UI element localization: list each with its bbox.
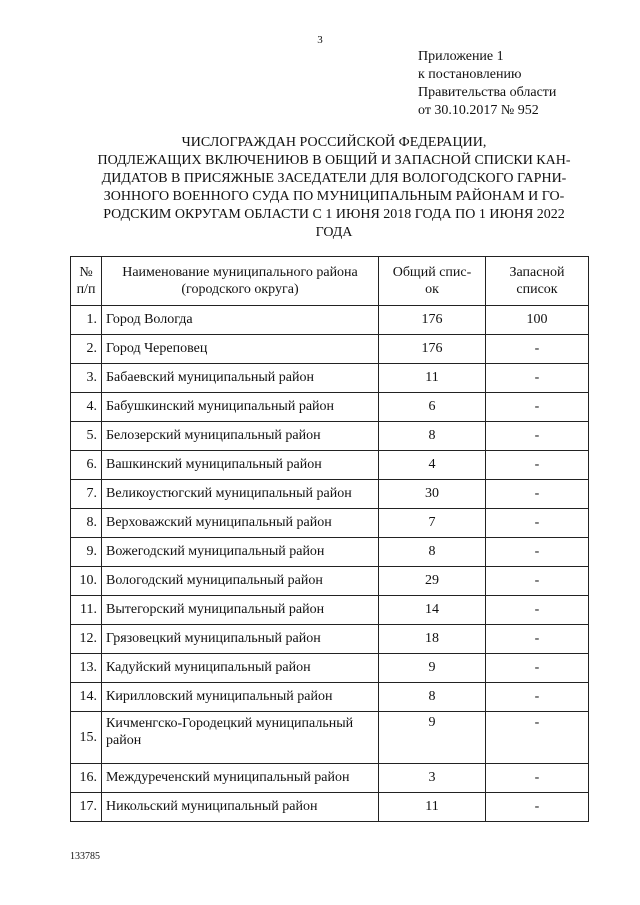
row-num: 17. bbox=[71, 793, 102, 822]
row-name: Белозерский муниципальный район bbox=[102, 422, 379, 451]
title-line: ГОДА bbox=[315, 225, 353, 240]
row-num: 12. bbox=[71, 625, 102, 654]
row-num: 5. bbox=[71, 422, 102, 451]
row-reserve: - bbox=[486, 596, 589, 625]
row-num: 7. bbox=[71, 480, 102, 509]
row-name: Верховажский муниципальный район bbox=[102, 509, 379, 538]
row-reserve: - bbox=[486, 764, 589, 793]
row-reserve: - bbox=[486, 683, 589, 712]
row-name: Вожегодский муниципальный район bbox=[102, 538, 379, 567]
row-name: Великоустюгский муниципальный район bbox=[102, 480, 379, 509]
row-reserve: - bbox=[486, 335, 589, 364]
title-line: ЧИСЛОГРАЖДАН РОССИЙСКОЙ ФЕДЕРАЦИИ, bbox=[181, 135, 487, 150]
row-num: 13. bbox=[71, 654, 102, 683]
row-reserve: - bbox=[486, 393, 589, 422]
row-name: Город Вологда bbox=[102, 306, 379, 335]
title-line: ЗОННОГО ВОЕННОГО СУДА ПО МУНИЦИПАЛЬНЫМ РАЙОНАМ И ГО- bbox=[103, 189, 565, 204]
header-reserve-line: Запасной bbox=[509, 265, 565, 280]
row-name: Вытегорский муниципальный район bbox=[102, 596, 379, 625]
row-num: 14. bbox=[71, 683, 102, 712]
jurors-table bbox=[70, 256, 589, 822]
header-reserve-line: список bbox=[516, 282, 558, 297]
header-name bbox=[102, 257, 379, 306]
footer-code: 133785 bbox=[70, 851, 100, 862]
row-num: 2. bbox=[71, 335, 102, 364]
header-total-line: Общий спис- bbox=[392, 265, 472, 280]
row-name-line: район bbox=[106, 733, 142, 748]
table-row bbox=[71, 538, 589, 567]
table-row bbox=[71, 683, 589, 712]
table-row bbox=[71, 793, 589, 822]
title-line: ДИДАТОВ В ПРИСЯЖНЫЕ ЗАСЕДАТЕЛИ ДЛЯ ВОЛОГОДСКОГО ГАРНИ- bbox=[101, 171, 567, 186]
row-name: Грязовецкий муниципальный район bbox=[102, 625, 379, 654]
row-num: 3. bbox=[71, 364, 102, 393]
row-reserve: - bbox=[486, 480, 589, 509]
row-name: Город Череповец bbox=[102, 335, 379, 364]
header-num-line: п/п bbox=[76, 282, 96, 297]
annex-line: к постановлению bbox=[418, 67, 522, 82]
header-num-line: № bbox=[79, 265, 93, 280]
row-total: 176 bbox=[379, 335, 486, 364]
row-reserve: - bbox=[486, 793, 589, 822]
row-num: 9. bbox=[71, 538, 102, 567]
row-num: 6. bbox=[71, 451, 102, 480]
annex-line: Правительства области bbox=[418, 85, 557, 100]
row-name: Бабушкинский муниципальный район bbox=[102, 393, 379, 422]
row-num: 11. bbox=[71, 596, 102, 625]
row-total: 29 bbox=[379, 567, 486, 596]
row-name: Бабаевский муниципальный район bbox=[102, 364, 379, 393]
table-row bbox=[71, 654, 589, 683]
row-name: Кадуйский муниципальный район bbox=[102, 654, 379, 683]
row-num: 4. bbox=[71, 393, 102, 422]
row-total: 4 bbox=[379, 451, 486, 480]
row-total: 8 bbox=[379, 683, 486, 712]
title-line: ПОДЛЕЖАЩИХ ВКЛЮЧЕНИЮВ В ОБЩИЙ И ЗАПАСНОЙ СПИСКИ КАН- bbox=[97, 153, 571, 168]
header-total-line: ок bbox=[425, 282, 439, 297]
row-num: 16. bbox=[71, 764, 102, 793]
header-name-line: Наименование муниципального района bbox=[122, 265, 358, 280]
row-total: 30 bbox=[379, 480, 486, 509]
row-total: 176 bbox=[379, 306, 486, 335]
page-number: 3 bbox=[317, 34, 323, 46]
row-reserve: - bbox=[486, 422, 589, 451]
row-num: 1. bbox=[71, 306, 102, 335]
header-total bbox=[379, 257, 486, 306]
header-num bbox=[71, 257, 102, 306]
row-reserve: - bbox=[486, 712, 589, 764]
row-reserve: - bbox=[486, 451, 589, 480]
table-row bbox=[71, 712, 589, 764]
row-total: 8 bbox=[379, 538, 486, 567]
row-name: Вашкинский муниципальный район bbox=[102, 451, 379, 480]
row-name bbox=[102, 712, 379, 764]
row-name-line: Кичменгско-Городецкий муниципальный bbox=[106, 716, 354, 731]
row-total: 8 bbox=[379, 422, 486, 451]
table-row bbox=[71, 306, 589, 335]
row-num: 8. bbox=[71, 509, 102, 538]
row-reserve: - bbox=[486, 567, 589, 596]
title-line: РОДСКИМ ОКРУГАМ ОБЛАСТИ С 1 ИЮНЯ 2018 ГОДА ПО 1 ИЮНЯ 2022 bbox=[103, 207, 565, 222]
table-row bbox=[71, 764, 589, 793]
row-total: 3 bbox=[379, 764, 486, 793]
header-reserve bbox=[486, 257, 589, 306]
document-title bbox=[60, 134, 608, 242]
row-total: 7 bbox=[379, 509, 486, 538]
row-reserve: - bbox=[486, 654, 589, 683]
table-row bbox=[71, 625, 589, 654]
row-reserve: - bbox=[486, 538, 589, 567]
table-header-row bbox=[71, 257, 589, 306]
annex-block bbox=[418, 48, 556, 120]
row-num: 15. bbox=[71, 712, 102, 764]
table-row bbox=[71, 596, 589, 625]
row-num: 10. bbox=[71, 567, 102, 596]
row-name: Кирилловский муниципальный район bbox=[102, 683, 379, 712]
row-total: 14 bbox=[379, 596, 486, 625]
table-row bbox=[71, 393, 589, 422]
row-total: 6 bbox=[379, 393, 486, 422]
annex-line: Приложение 1 bbox=[418, 49, 504, 64]
row-reserve: 100 bbox=[486, 306, 589, 335]
table-row bbox=[71, 567, 589, 596]
row-total: 9 bbox=[379, 712, 486, 764]
row-name: Вологодский муниципальный район bbox=[102, 567, 379, 596]
row-reserve: - bbox=[486, 509, 589, 538]
row-reserve: - bbox=[486, 625, 589, 654]
row-total: 11 bbox=[379, 793, 486, 822]
table-row bbox=[71, 509, 589, 538]
table-row bbox=[71, 422, 589, 451]
table-row bbox=[71, 335, 589, 364]
table-row bbox=[71, 451, 589, 480]
row-name: Никольский муниципальный район bbox=[102, 793, 379, 822]
row-total: 18 bbox=[379, 625, 486, 654]
row-total: 11 bbox=[379, 364, 486, 393]
annex-line: от 30.10.2017 № 952 bbox=[418, 103, 539, 118]
table-row bbox=[71, 364, 589, 393]
row-reserve: - bbox=[486, 364, 589, 393]
header-name-line: (городского округа) bbox=[181, 282, 299, 297]
row-total: 9 bbox=[379, 654, 486, 683]
table-row bbox=[71, 480, 589, 509]
row-name: Междуреченский муниципальный район bbox=[102, 764, 379, 793]
